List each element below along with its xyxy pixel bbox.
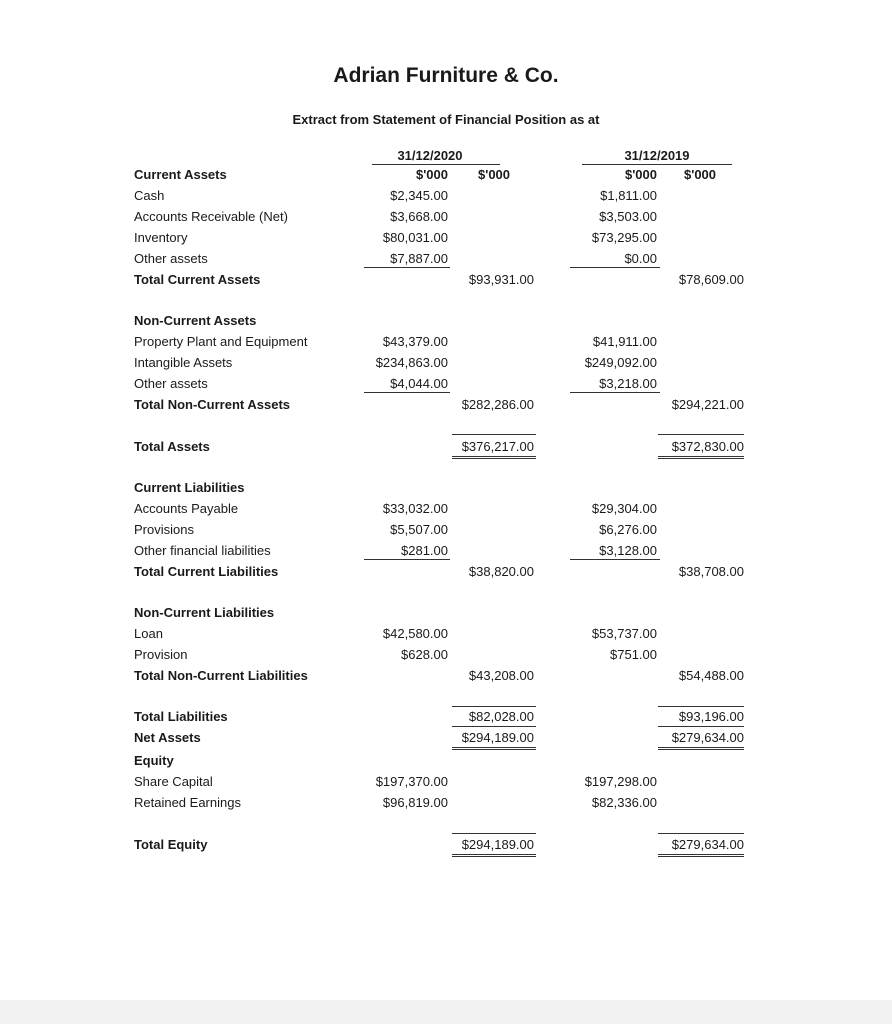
row-value-2020: $628.00 <box>401 647 448 662</box>
row-label: Other financial liabilities <box>134 543 271 558</box>
row-value-2019: $29,304.00 <box>591 501 657 516</box>
subtotal-rule <box>570 559 660 560</box>
row-label: Share Capital <box>134 774 213 789</box>
double-rule <box>658 456 744 457</box>
total-value-2020: $282,286.00 <box>461 397 534 412</box>
non-current-assets-heading: Non-Current Assets <box>134 313 257 328</box>
unit-header-2020-total: $'000 <box>478 167 511 182</box>
double-rule <box>452 749 536 750</box>
subtotal-rule <box>364 392 450 393</box>
double-rule <box>658 749 744 750</box>
header-date-2020: 31/12/2020 <box>397 148 463 163</box>
row-value-2020: $33,032.00 <box>382 501 448 516</box>
row-value-2019: $1,811.00 <box>600 188 657 203</box>
row-value-2019: $197,298.00 <box>584 774 657 789</box>
total-rule <box>452 706 536 707</box>
total-liabilities-2020: $82,028.00 <box>468 709 534 724</box>
total-equity-2019: $279,634.00 <box>671 837 744 852</box>
row-label: Other assets <box>134 376 208 391</box>
net-assets-2019: $279,634.00 <box>671 730 744 745</box>
row-value-2020: $96,819.00 <box>382 795 448 810</box>
total-assets-label: Total Assets <box>134 439 210 454</box>
subtotal-rule <box>570 392 660 393</box>
total-assets-2019: $372,830.00 <box>671 439 744 454</box>
subtotal-rule <box>364 267 450 268</box>
row-label: Provisions <box>134 522 194 537</box>
row-value-2020: $80,031.00 <box>382 230 448 245</box>
double-rule <box>658 458 744 459</box>
viewer-bottom-band <box>0 1000 892 1024</box>
row-value-2020: $42,580.00 <box>382 626 448 641</box>
company-title: Adrian Furniture & Co. <box>333 64 559 87</box>
total-rule <box>658 706 744 707</box>
row-value-2020: $281.00 <box>401 543 448 558</box>
total-liabilities-2019: $93,196.00 <box>678 709 744 724</box>
statement-subtitle: Extract from Statement of Financial Position as at <box>292 112 600 127</box>
row-value-2019: $6,276.00 <box>599 522 657 537</box>
row-value-2020: $3,668.00 <box>390 209 448 224</box>
total-rule <box>452 833 536 834</box>
total-value-2019: $78,609.00 <box>678 272 744 287</box>
row-value-2019: $3,218.00 <box>599 376 657 391</box>
net-assets-label: Net Assets <box>134 730 201 745</box>
unit-header-2020-detail: $'000 <box>415 167 448 182</box>
row-value-2019: $41,911.00 <box>592 334 657 349</box>
row-label: Other assets <box>134 251 208 266</box>
row-value-2019: $0.00 <box>624 251 657 266</box>
row-value-2020: $234,863.00 <box>375 355 448 370</box>
row-label: Provision <box>134 647 188 662</box>
net-assets-2020: $294,189.00 <box>461 730 534 745</box>
total-rule <box>658 833 744 834</box>
double-rule <box>452 856 536 857</box>
total-value-2020: $93,931.00 <box>468 272 534 287</box>
row-value-2019: $3,503.00 <box>599 209 657 224</box>
row-value-2020: $2,345.00 <box>390 188 448 203</box>
unit-header-2019-total: $'000 <box>684 167 717 182</box>
total-value-2019: $54,488.00 <box>678 668 744 683</box>
current-liabilities-heading: Current Liabilities <box>134 480 245 495</box>
total-liabilities-label: Total Liabilities <box>134 709 228 724</box>
double-rule <box>452 854 536 855</box>
non-current-liabilities-heading: Non-Current Liabilities <box>134 605 275 620</box>
total-rule <box>658 726 744 727</box>
row-value-2019: $3,128.00 <box>599 543 657 558</box>
row-value-2019: $53,737.00 <box>591 626 657 641</box>
equity-heading: Equity <box>134 753 174 768</box>
row-value-2020: $4,044.00 <box>390 376 448 391</box>
double-rule <box>658 856 744 857</box>
total-label: Total Non-Current Liabilities <box>134 668 308 683</box>
double-rule <box>452 458 536 459</box>
double-rule <box>452 747 536 748</box>
header-underline-2019 <box>582 164 732 165</box>
header-underline-2020 <box>372 164 500 165</box>
row-label: Retained Earnings <box>134 795 241 810</box>
total-label: Total Non-Current Assets <box>134 397 291 412</box>
current-assets-heading: Current Assets <box>134 167 227 182</box>
row-label: Accounts Payable <box>134 501 239 516</box>
subtotal-rule <box>570 267 660 268</box>
row-label: Property Plant and Equipment <box>134 334 308 349</box>
total-rule <box>452 726 536 727</box>
total-rule <box>452 434 536 435</box>
row-value-2020: $43,379.00 <box>382 334 448 349</box>
row-value-2020: $7,887.00 <box>390 251 448 266</box>
row-label: Inventory <box>134 230 188 245</box>
row-value-2020: $197,370.00 <box>375 774 448 789</box>
total-value-2019: $294,221.00 <box>671 397 744 412</box>
total-equity-label: Total Equity <box>134 837 208 852</box>
total-value-2020: $38,820.00 <box>468 564 534 579</box>
row-label: Loan <box>134 626 163 641</box>
double-rule <box>658 747 744 748</box>
row-label: Intangible Assets <box>134 355 233 370</box>
row-value-2019: $73,295.00 <box>591 230 657 245</box>
row-label: Accounts Receivable (Net) <box>134 209 288 224</box>
total-value-2019: $38,708.00 <box>678 564 744 579</box>
subtotal-rule <box>364 559 450 560</box>
header-date-2019: 31/12/2019 <box>624 148 690 163</box>
total-label: Total Current Liabilities <box>134 564 279 579</box>
total-label: Total Current Assets <box>134 272 261 287</box>
total-rule <box>658 434 744 435</box>
double-rule <box>658 854 744 855</box>
row-value-2019: $249,092.00 <box>584 355 657 370</box>
row-value-2019: $82,336.00 <box>591 795 657 810</box>
total-equity-2020: $294,189.00 <box>461 837 534 852</box>
row-value-2019: $751.00 <box>610 647 657 662</box>
double-rule <box>452 456 536 457</box>
row-value-2020: $5,507.00 <box>390 522 448 537</box>
unit-header-2019-detail: $'000 <box>624 167 657 182</box>
total-assets-2020: $376,217.00 <box>461 439 534 454</box>
total-value-2020: $43,208.00 <box>468 668 534 683</box>
row-label: Cash <box>134 188 165 203</box>
